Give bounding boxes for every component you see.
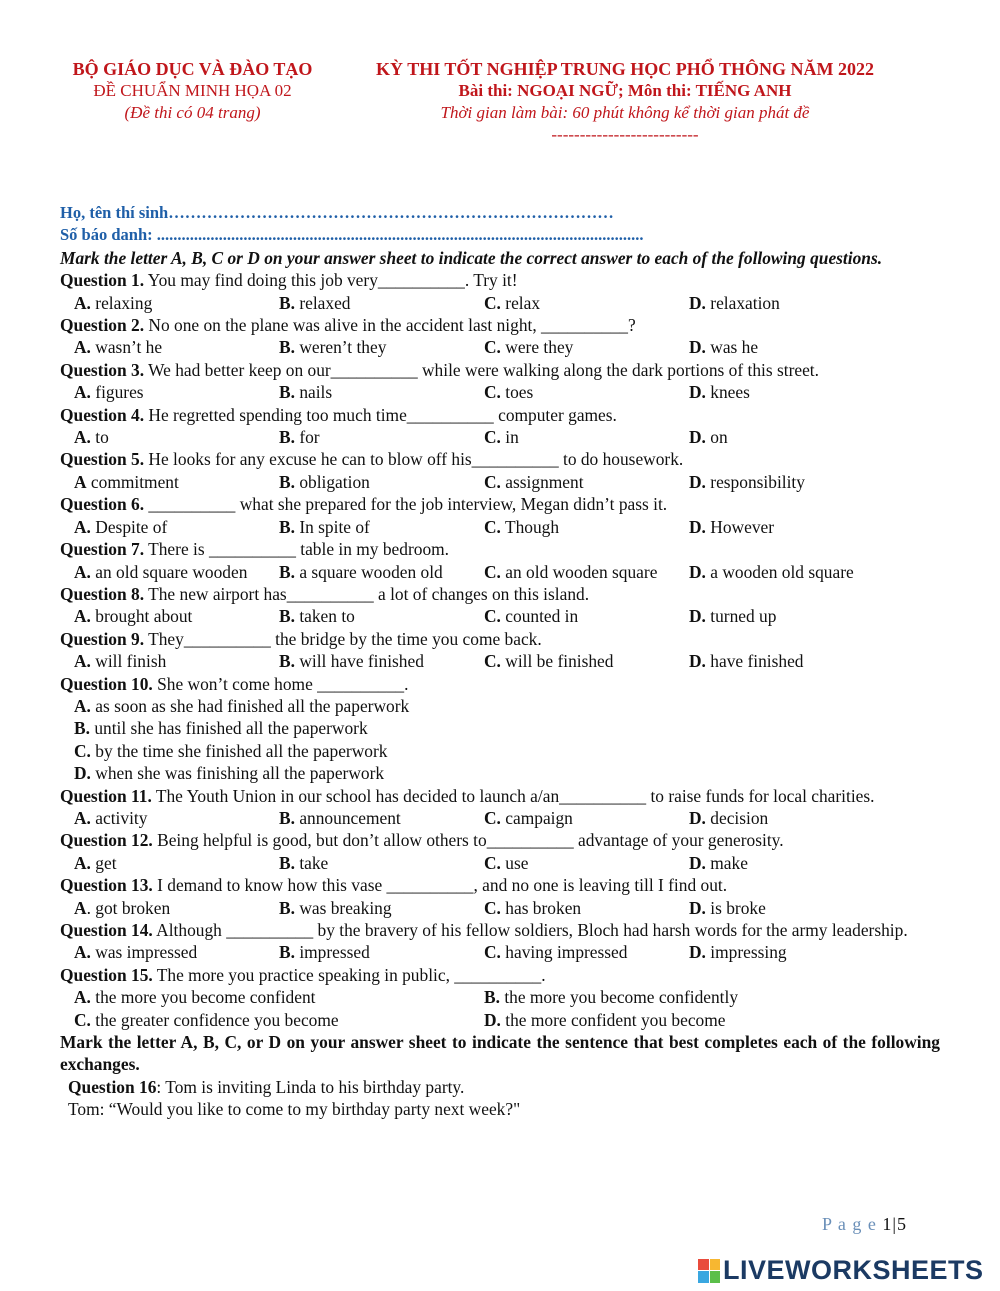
option-letter: A.	[74, 807, 91, 828]
option-d[interactable]	[689, 941, 894, 963]
option-letter: D.	[689, 606, 706, 627]
question-3	[60, 359, 940, 381]
option-letter-suffix: .	[86, 897, 91, 918]
exam-content	[60, 202, 940, 1121]
option-c[interactable]	[484, 381, 689, 403]
options-row	[60, 605, 940, 627]
option-a[interactable]	[74, 852, 279, 874]
option-c[interactable]	[484, 807, 689, 829]
option-text: has broken	[505, 897, 582, 918]
option-text: Despite of	[95, 516, 168, 537]
option-letter: C.	[484, 292, 501, 313]
option-c[interactable]	[74, 1009, 484, 1031]
option-b[interactable]	[279, 336, 484, 358]
question-number: Question 5.	[60, 449, 145, 470]
question-number: Question 4.	[60, 404, 145, 425]
option-text: decision	[710, 807, 769, 828]
option-letter: D.	[74, 763, 91, 784]
options-row	[60, 561, 940, 583]
question-16	[60, 1076, 940, 1098]
section-instruction-2: Mark the letter A, B, C, or D on your answer sheet to indicate the sentence that best completes each of the following exchanges.	[60, 1032, 940, 1075]
question-text: He regretted spending too much time__________ computer games.	[144, 404, 617, 425]
option-text: on	[710, 427, 728, 448]
question-4	[60, 404, 940, 426]
question-text: Being helpful is good, but don’t allow others to__________ advantage of your generosity.	[152, 830, 784, 851]
question-number: Question 3.	[60, 359, 145, 380]
option-text: for	[299, 427, 320, 448]
option-text: got broken	[95, 897, 171, 918]
option-letter: B.	[279, 292, 295, 313]
question-11	[60, 785, 940, 807]
option-text: as soon as she had finished all the paperwork	[95, 695, 410, 716]
question-text: I demand to know how this vase __________, and no one is leaving till I find out.	[152, 875, 728, 896]
question-text: You may find doing this job very__________. Try it!	[144, 270, 518, 291]
page-total: 5	[896, 1214, 907, 1234]
option-letter: C.	[74, 740, 91, 761]
option-d[interactable]	[689, 336, 894, 358]
option-d[interactable]	[60, 762, 940, 784]
option-text: taken to	[299, 606, 355, 627]
option-letter: C.	[484, 427, 501, 448]
question-text: We had better keep on our__________ while were walking along the dark portions of this street.	[144, 359, 819, 380]
question-text: Although __________ by the bravery of his fellow soldiers, Bloch had harsh words for the army leadership.	[152, 920, 908, 940]
liveworksheets-icon	[698, 1259, 720, 1283]
question-text: He looks for any excuse he can to blow off his__________ to do housework.	[144, 449, 684, 470]
option-c[interactable]	[484, 426, 689, 448]
page-indicator	[822, 1214, 907, 1235]
options-row	[60, 807, 940, 829]
page-separator: |	[892, 1214, 897, 1234]
option-a[interactable]	[74, 381, 279, 403]
option-b[interactable]	[279, 426, 484, 448]
option-letter: A.	[74, 337, 91, 358]
option-text: was he	[710, 337, 759, 358]
option-b[interactable]	[279, 292, 484, 314]
option-a[interactable]	[74, 807, 279, 829]
options-row	[60, 426, 940, 448]
option-text: have finished	[710, 651, 804, 672]
options-row	[60, 381, 940, 403]
option-d[interactable]	[689, 426, 894, 448]
option-letter: C.	[484, 606, 501, 627]
option-letter: B.	[279, 807, 295, 828]
option-letter: B.	[279, 471, 295, 492]
page-count-note: (Đề thi có 04 trang)	[124, 103, 261, 122]
option-b[interactable]	[279, 471, 484, 493]
option-letter: B.	[279, 651, 295, 672]
option-text: will be finished	[505, 651, 614, 672]
option-letter: C.	[484, 807, 501, 828]
question-number: Question 10.	[60, 673, 153, 694]
question-number: Question 12.	[60, 830, 153, 851]
options-row	[60, 336, 940, 358]
option-text: activity	[95, 807, 148, 828]
option-text: a square wooden old	[299, 561, 443, 582]
option-c[interactable]	[484, 897, 689, 919]
option-letter: C.	[484, 471, 501, 492]
question-9	[60, 628, 940, 650]
option-letter: A.	[74, 606, 91, 627]
option-letter: B.	[279, 337, 295, 358]
option-b[interactable]	[279, 605, 484, 627]
question-1	[60, 269, 940, 291]
option-c[interactable]	[484, 471, 689, 493]
option-a[interactable]	[74, 986, 484, 1008]
option-text: relaxation	[710, 292, 780, 313]
option-d[interactable]	[484, 1009, 894, 1031]
option-letter: B.	[279, 516, 295, 537]
options-row	[60, 852, 940, 874]
option-a[interactable]	[74, 605, 279, 627]
option-text: brought about	[95, 606, 193, 627]
option-b[interactable]	[279, 807, 484, 829]
question-number: Question 14.	[60, 920, 153, 940]
option-text: were they	[505, 337, 574, 358]
question-number: Question 8.	[60, 583, 145, 604]
option-letter: A.	[74, 382, 91, 403]
option-c[interactable]	[484, 941, 689, 963]
option-text: commitment	[90, 471, 179, 492]
option-d[interactable]	[689, 516, 894, 538]
option-d[interactable]	[689, 292, 894, 314]
option-c[interactable]	[484, 650, 689, 672]
option-text: get	[95, 852, 117, 873]
option-letter: B.	[279, 606, 295, 627]
option-letter: C.	[484, 942, 501, 963]
brand-name: LIVEWORKSHEETS	[723, 1255, 984, 1285]
question-14	[60, 919, 940, 941]
option-letter: C.	[484, 561, 501, 582]
option-letter: B.	[279, 852, 295, 873]
question-12	[60, 829, 940, 851]
option-a[interactable]	[74, 516, 279, 538]
options-row	[60, 986, 940, 1008]
options-row	[60, 897, 940, 919]
exam-title: KỲ THI TỐT NGHIỆP TRUNG HỌC PHỔ THÔNG NĂM 2022	[376, 59, 874, 79]
option-text: relaxed	[299, 292, 351, 313]
option-a[interactable]	[74, 561, 279, 583]
question-7	[60, 538, 940, 560]
option-a[interactable]	[74, 426, 279, 448]
question-text: The new airport has__________ a lot of changes on this island.	[144, 583, 590, 604]
option-text: take	[299, 852, 329, 873]
option-text: was impressed	[95, 942, 198, 963]
option-c[interactable]	[484, 852, 689, 874]
question-text: No one on the plane was alive in the accident last night, __________?	[144, 315, 636, 336]
option-letter: D.	[689, 807, 706, 828]
question-number: Question 6.	[60, 494, 145, 515]
option-text: a wooden old square	[710, 561, 854, 582]
question-number: Question 15.	[60, 964, 153, 985]
option-c[interactable]	[484, 516, 689, 538]
question-5	[60, 448, 940, 470]
option-a[interactable]	[60, 695, 940, 717]
option-c[interactable]	[484, 292, 689, 314]
option-d[interactable]	[689, 650, 894, 672]
page-label: P a g e	[822, 1214, 877, 1234]
option-letter: A	[74, 897, 87, 918]
option-letter: C.	[484, 516, 501, 537]
question-number: Question 11.	[60, 785, 152, 806]
option-letter: C.	[484, 897, 501, 918]
option-text: make	[710, 852, 748, 873]
options-row	[60, 292, 940, 314]
options-row	[60, 1009, 940, 1031]
option-text: when she was finishing all the paperwork	[95, 763, 385, 784]
dialog-line: Tom: “Would you like to come to my birthday party next week?"	[68, 1099, 521, 1120]
option-text: the more confident you become	[505, 1009, 726, 1030]
option-d[interactable]	[689, 561, 894, 583]
option-letter: D.	[689, 942, 706, 963]
option-b[interactable]	[279, 852, 484, 874]
option-letter: B.	[279, 427, 295, 448]
option-text: an old wooden square	[505, 561, 658, 582]
question-8	[60, 583, 940, 605]
option-text: campaign	[505, 807, 573, 828]
option-letter: D.	[484, 1009, 501, 1030]
question-13	[60, 874, 940, 896]
option-letter: D.	[689, 651, 706, 672]
option-letter: B.	[279, 382, 295, 403]
option-text: use	[505, 852, 529, 873]
section-instruction-1: Mark the letter A, B, C or D on your answer sheet to indicate the correct answer to each of the following questions.	[60, 247, 883, 268]
question-number: Question 1.	[60, 270, 145, 291]
option-text: will finish	[95, 651, 167, 672]
option-b[interactable]	[279, 561, 484, 583]
option-letter: B.	[279, 561, 295, 582]
exam-code: ĐỀ CHUẨN MINH HỌA 02	[93, 81, 292, 100]
header-right	[340, 58, 910, 146]
option-letter: C.	[74, 1009, 91, 1030]
option-text: knees	[710, 382, 750, 403]
question-10	[60, 673, 940, 695]
option-text: the more you become confidently	[504, 987, 739, 1008]
option-text: In spite of	[299, 516, 370, 537]
question-6	[60, 493, 940, 515]
option-b[interactable]	[279, 516, 484, 538]
header-divider: --------------------------	[551, 125, 699, 144]
option-text: obligation	[299, 471, 370, 492]
option-letter: A.	[74, 695, 91, 716]
option-letter: C.	[484, 852, 501, 873]
option-letter: B.	[74, 718, 90, 739]
exam-duration: Thời gian làm bài: 60 phút không kể thời gian phát đề	[440, 103, 810, 122]
option-text: the greater confidence you become	[95, 1009, 339, 1030]
option-letter: D.	[689, 292, 706, 313]
option-a[interactable]	[74, 292, 279, 314]
option-text: an old square wooden	[95, 561, 248, 582]
option-letter: D.	[689, 516, 706, 537]
option-b[interactable]	[60, 717, 940, 739]
option-letter: A.	[74, 651, 91, 672]
option-text: announcement	[299, 807, 401, 828]
option-text: wasn’t he	[95, 337, 163, 358]
options-row	[60, 650, 940, 672]
option-text: in	[505, 427, 519, 448]
option-text: responsibility	[710, 471, 805, 492]
question-text: There is __________ table in my bedroom.	[144, 539, 450, 560]
option-letter: A	[74, 471, 87, 492]
option-letter: C.	[484, 651, 501, 672]
header-left	[50, 58, 335, 124]
question-number: Question 16	[68, 1076, 157, 1097]
page-number: 1	[882, 1214, 893, 1234]
question-text: They__________ the bridge by the time you come back.	[144, 628, 542, 649]
option-text: turned up	[710, 606, 777, 627]
question-text: The more you practice speaking in public, __________.	[152, 964, 546, 985]
option-letter: D.	[689, 897, 706, 918]
option-d[interactable]	[689, 605, 894, 627]
option-a[interactable]	[74, 650, 279, 672]
option-letter: D.	[689, 382, 706, 403]
option-text: relax	[505, 292, 541, 313]
question-number: Question 7.	[60, 539, 145, 560]
option-b[interactable]	[279, 941, 484, 963]
option-b[interactable]	[279, 650, 484, 672]
option-a[interactable]	[74, 471, 279, 493]
option-text: until she has finished all the paperwork	[94, 718, 368, 739]
option-letter: A.	[74, 427, 91, 448]
ministry-title: BỘ GIÁO DỤC VÀ ĐÀO TẠO	[72, 59, 313, 79]
candidate-name-line: Họ, tên thí sinh………………………………………………………………………	[60, 203, 614, 222]
option-c[interactable]	[484, 336, 689, 358]
options-row	[60, 471, 940, 493]
option-d[interactable]	[689, 471, 894, 493]
option-text: figures	[95, 382, 144, 403]
option-text: assignment	[505, 471, 584, 492]
option-b[interactable]	[279, 897, 484, 919]
option-letter: D.	[689, 471, 706, 492]
option-text: will have finished	[299, 651, 424, 672]
option-text: was breaking	[299, 897, 392, 918]
option-d[interactable]	[689, 381, 894, 403]
question-number: Question 9.	[60, 628, 145, 649]
options-row	[60, 941, 940, 963]
option-text: impressed	[299, 942, 370, 963]
option-letter: B.	[279, 942, 295, 963]
question-number: Question 13.	[60, 875, 153, 896]
option-text: impressing	[710, 942, 787, 963]
option-letter: A.	[74, 292, 91, 313]
question-text: : Tom is inviting Linda to his birthday party.	[156, 1076, 465, 1097]
option-text: relaxing	[95, 292, 153, 313]
question-number: Question 2.	[60, 315, 145, 336]
candidate-id-line: Số báo danh: ......................................................................................................................	[60, 225, 644, 245]
option-a[interactable]	[74, 941, 279, 963]
question-2	[60, 314, 940, 336]
option-letter: A.	[74, 987, 91, 1008]
question-text: She won’t come home __________.	[152, 673, 409, 694]
option-letter: A.	[74, 852, 91, 873]
option-letter: A.	[74, 942, 91, 963]
option-letter: D.	[689, 427, 706, 448]
option-text: weren’t they	[299, 337, 387, 358]
option-text: is broke	[710, 897, 766, 918]
option-letter: C.	[484, 337, 501, 358]
option-letter: C.	[484, 382, 501, 403]
option-text: having impressed	[505, 942, 628, 963]
question-text: The Youth Union in our school has decided to launch a/an__________ to raise funds for local charities.	[151, 785, 875, 806]
exam-subject: Bài thi: NGOẠI NGỮ; Môn thi: TIẾNG ANH	[458, 81, 792, 100]
liveworksheets-logo[interactable]	[698, 1255, 984, 1286]
option-d[interactable]	[689, 807, 894, 829]
option-text: However	[710, 516, 775, 537]
option-text: to	[95, 427, 109, 448]
options-row	[60, 516, 940, 538]
option-letter: A.	[74, 516, 91, 537]
option-text: toes	[505, 382, 534, 403]
option-text: the more you become confident	[95, 987, 316, 1008]
option-letter: D.	[689, 337, 706, 358]
option-d[interactable]	[689, 852, 894, 874]
option-text: Though	[504, 516, 560, 537]
option-letter: B.	[484, 987, 500, 1008]
option-letter: B.	[279, 897, 295, 918]
question-text: __________ what she prepared for the job interview, Megan didn’t pass it.	[144, 494, 668, 515]
option-d[interactable]	[689, 897, 894, 919]
option-letter: D.	[689, 561, 706, 582]
option-a[interactable]	[74, 897, 279, 919]
option-text: counted in	[505, 606, 579, 627]
option-text: by the time she finished all the paperwork	[95, 740, 388, 761]
option-c[interactable]	[60, 740, 940, 762]
option-b[interactable]	[484, 986, 894, 1008]
option-text: nails	[299, 382, 333, 403]
option-letter: A.	[74, 561, 91, 582]
option-b[interactable]	[279, 381, 484, 403]
option-c[interactable]	[484, 605, 689, 627]
option-letter: D.	[689, 852, 706, 873]
option-c[interactable]	[484, 561, 689, 583]
option-a[interactable]	[74, 336, 279, 358]
question-15	[60, 964, 940, 986]
